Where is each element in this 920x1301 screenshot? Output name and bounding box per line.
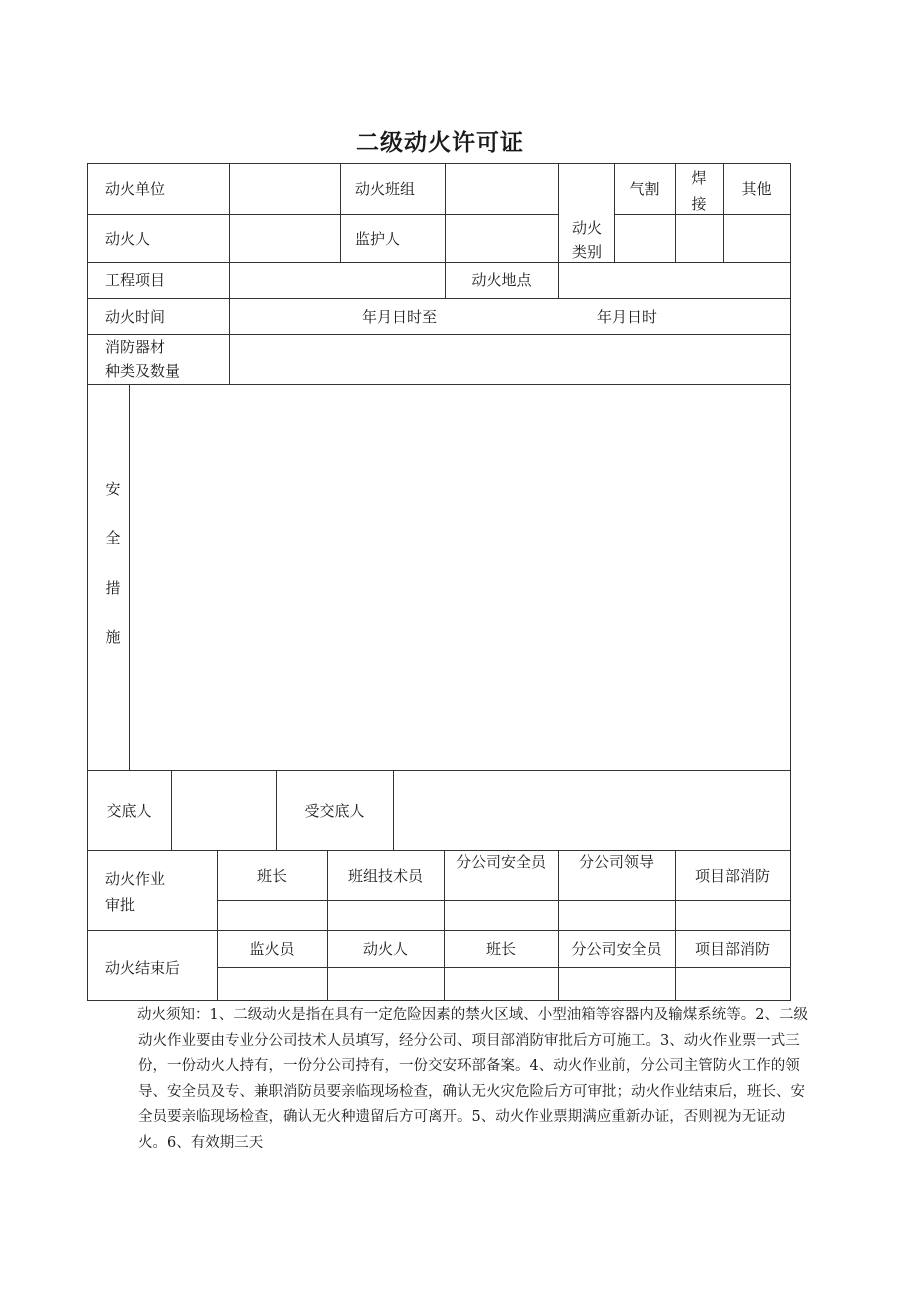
safety-measures-field[interactable] xyxy=(131,386,788,768)
approval-col-header: 分公司领导 xyxy=(578,853,654,871)
safety-measures-label: 安 xyxy=(105,480,121,498)
divider xyxy=(87,850,791,851)
divider xyxy=(129,384,130,771)
time-label: 动火时间 xyxy=(105,308,166,326)
category-label: 动火 xyxy=(571,219,602,237)
divider xyxy=(558,262,559,299)
approval-signature-field[interactable] xyxy=(446,902,556,928)
location-label: 动火地点 xyxy=(471,271,532,289)
divider xyxy=(87,334,791,335)
end-col-header: 班长 xyxy=(485,940,516,958)
approval-label: 动火作业 xyxy=(105,870,166,888)
divider xyxy=(87,384,791,385)
category-other-label: 其他 xyxy=(741,180,772,198)
table-border-left xyxy=(87,163,88,1001)
divider xyxy=(558,163,559,263)
fire-equipment-field[interactable] xyxy=(231,336,788,382)
end-signature-field[interactable] xyxy=(329,969,442,998)
handover-field[interactable] xyxy=(173,772,274,848)
category-gas-label: 气割 xyxy=(629,180,660,198)
category-weld-label: 接 xyxy=(691,195,707,213)
unit-label: 动火单位 xyxy=(105,180,166,198)
end-signature-field[interactable] xyxy=(560,969,673,998)
divider xyxy=(87,262,791,263)
page-title: 二级动火许可证 xyxy=(356,130,524,156)
handover-label: 交底人 xyxy=(106,802,152,820)
time-to-field[interactable]: 年月日时 xyxy=(597,308,658,326)
approval-signature-field[interactable] xyxy=(677,902,788,928)
receiver-field[interactable] xyxy=(395,772,788,848)
divider xyxy=(171,770,172,851)
person-field[interactable] xyxy=(231,216,338,260)
divider xyxy=(87,214,558,215)
category-label: 类别 xyxy=(571,243,602,261)
approval-col-header: 班组技术员 xyxy=(347,867,423,885)
table-border-bottom xyxy=(87,1000,791,1001)
end-label: 动火结束后 xyxy=(105,959,181,977)
divider xyxy=(340,163,341,263)
category-weld-label: 焊 xyxy=(691,169,707,187)
safety-measures-label: 施 xyxy=(105,628,121,646)
end-signature-field[interactable] xyxy=(677,969,788,998)
category-other-checkbox[interactable] xyxy=(725,216,788,260)
table-border-top xyxy=(87,163,791,164)
approval-signature-field[interactable] xyxy=(329,902,442,928)
fire-equipment-label: 种类及数量 xyxy=(105,362,181,380)
guardian-label: 监护人 xyxy=(355,230,401,248)
approval-col-header: 分公司安全员 xyxy=(455,853,546,871)
end-col-header: 分公司安全员 xyxy=(571,940,662,958)
end-signature-field[interactable] xyxy=(219,969,325,998)
approval-label: 审批 xyxy=(105,896,136,914)
category-weld-checkbox[interactable] xyxy=(677,216,721,260)
end-signature-field[interactable] xyxy=(446,969,556,998)
divider xyxy=(393,770,394,851)
approval-signature-field[interactable] xyxy=(219,902,325,928)
divider xyxy=(229,163,230,263)
unit-field[interactable] xyxy=(231,166,338,212)
divider xyxy=(217,967,791,968)
table-border-right xyxy=(790,163,791,1001)
project-field[interactable] xyxy=(231,264,443,297)
approval-col-header: 班长 xyxy=(256,867,287,885)
end-col-header: 项目部消防 xyxy=(694,940,770,958)
person-label: 动火人 xyxy=(105,230,151,248)
divider xyxy=(217,900,791,901)
approval-signature-field[interactable] xyxy=(560,902,673,928)
safety-measures-label: 措 xyxy=(105,579,121,597)
end-col-header: 动火人 xyxy=(362,940,408,958)
guardian-field[interactable] xyxy=(447,216,556,260)
divider xyxy=(87,298,791,299)
fire-equipment-label: 消防器材 xyxy=(105,338,166,356)
team-field[interactable] xyxy=(447,166,556,212)
category-gas-checkbox[interactable] xyxy=(616,216,673,260)
divider xyxy=(445,163,446,263)
team-label: 动火班组 xyxy=(355,180,416,198)
location-field[interactable] xyxy=(560,264,788,297)
divider xyxy=(87,930,791,931)
project-label: 工程项目 xyxy=(105,271,166,289)
end-col-header: 监火员 xyxy=(249,940,295,958)
receiver-label: 受交底人 xyxy=(304,802,365,820)
divider xyxy=(87,770,791,771)
approval-col-header: 项目部消防 xyxy=(694,867,770,885)
safety-measures-label: 全 xyxy=(105,529,121,547)
divider xyxy=(229,262,230,384)
time-from-field[interactable]: 年月日时至 xyxy=(362,308,438,326)
fire-permit-notes: 动火须知：1、二级动火是指在具有一定危险因素的禁火区域、小型油箱等容器内及输煤系统等。2、二级动火作业要由专业分公司技术人员填写，经分公司、项目部消防审批后方可施工。3、动火作业票一式三份，一份动火人持有，一份分公司持有，一份交安环部备案。4、动火作业前，分公司主管防火工作的领导、安全员及专、兼职消防员要亲临现场检查，确认无火灾危险后方可审批；动火作业结束后，班长、安全员要亲临现场检查，确认无火种遗留后方可离开。5、动火作业票期满应重新办证，否则视为无证动火。6、有效期三天 xyxy=(137,1007,808,1151)
